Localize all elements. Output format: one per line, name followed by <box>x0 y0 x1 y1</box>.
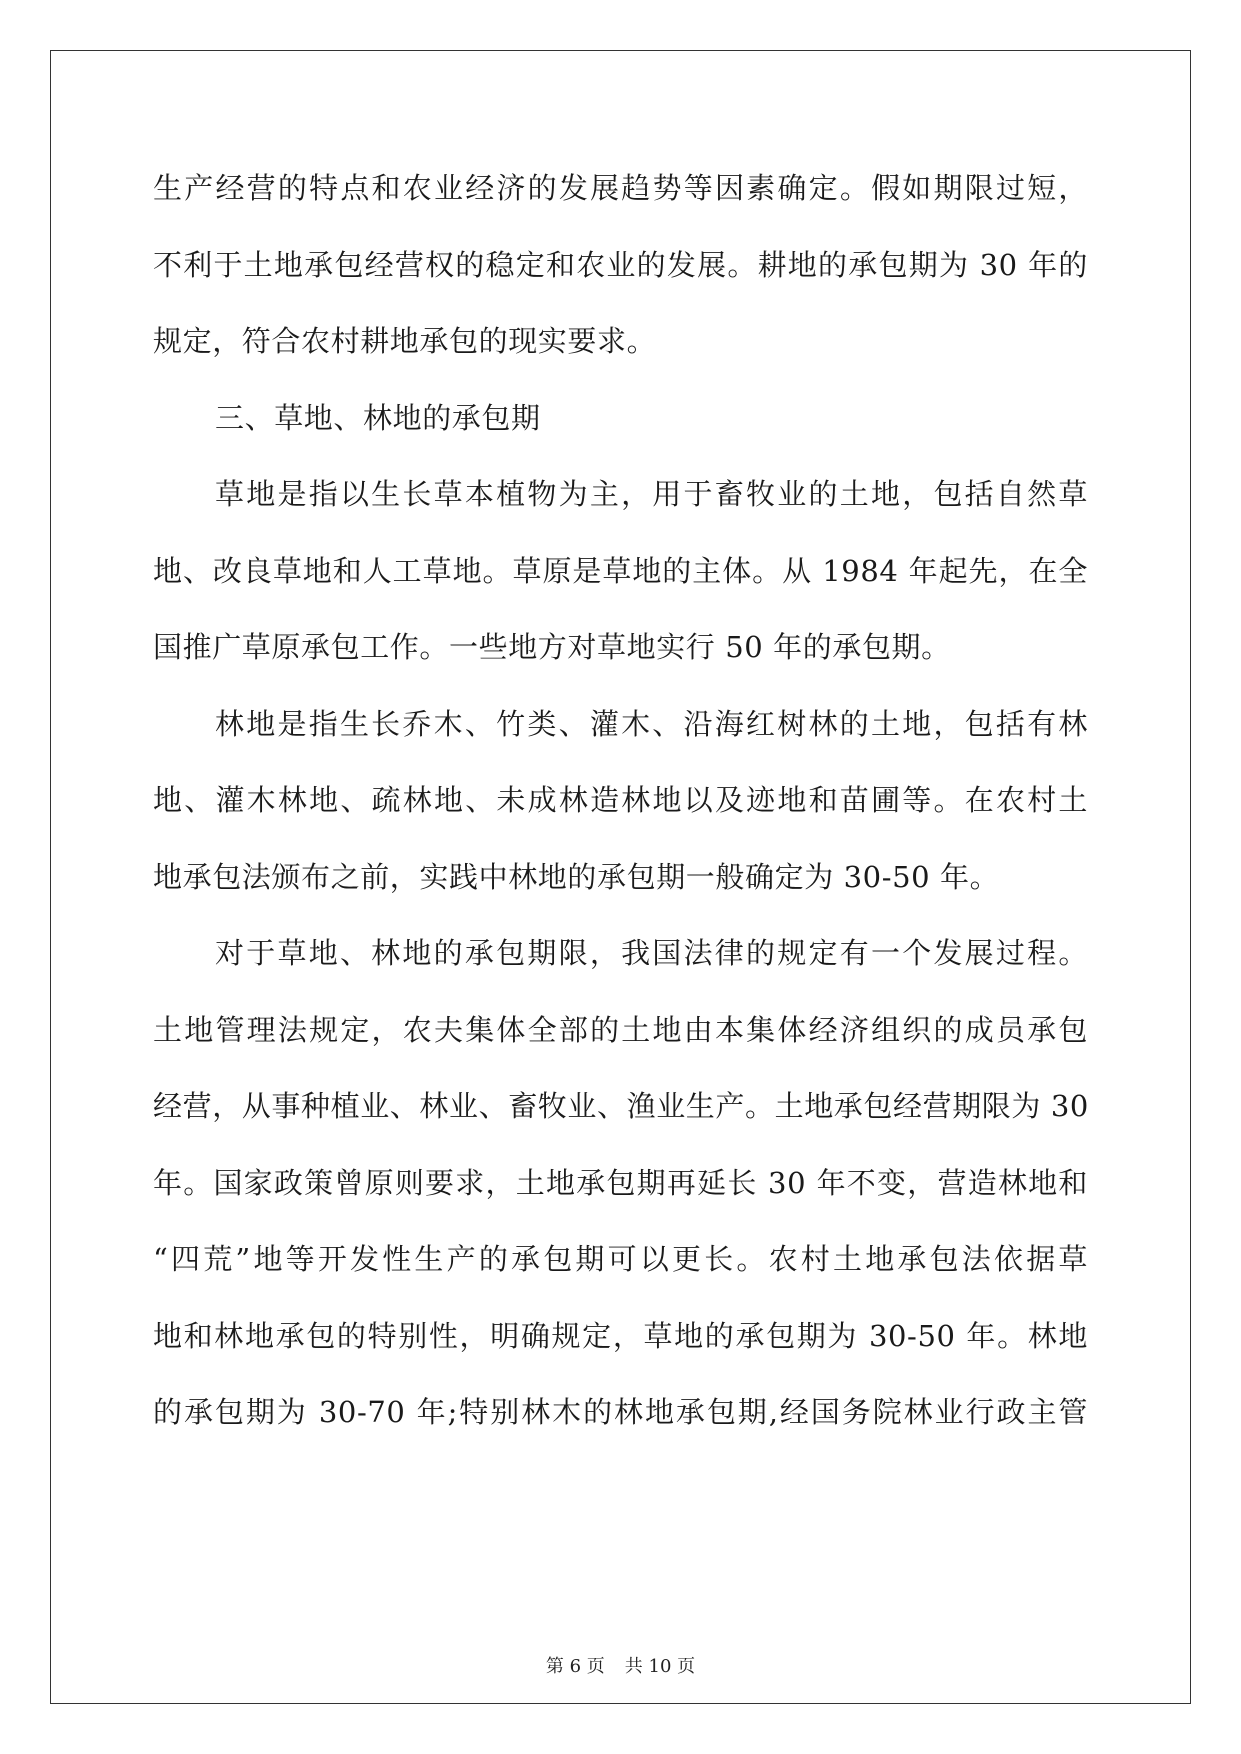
text-line: “四荒”地等开发性生产的承包期可以更长。农村土地承包法依据草 <box>153 1242 1088 1276</box>
text-line: 地、灌木林地、疏林地、未成林造林地以及迹地和苗圃等。在农村土 <box>153 783 1088 817</box>
text-line: 年。国家政策曾原则要求，土地承包期再延长 30 年不变，营造林地和 <box>153 1165 1088 1200</box>
text-line: 对于草地、林地的承包期限，我国法律的规定有一个发展过程。 <box>215 936 1088 970</box>
text-line: 地和林地承包的特别性，明确规定，草地的承包期为 30-50 年。林地 <box>153 1318 1088 1353</box>
text-line: 的承包期为 30-70 年;特别林木的林地承包期,经国务院林业行政主管 <box>153 1395 1088 1429</box>
text-line: 不利于土地承包经营权的稳定和农业的发展。耕地的承包期为 30 年的 <box>153 247 1088 282</box>
text-line: 三、草地、林地的承包期 <box>215 400 541 435</box>
text-line: 地、改良草地和人工草地。草原是草地的主体。从 1984 年起先，在全 <box>153 553 1088 588</box>
document-body <box>153 150 1088 1451</box>
text-line: 生产经营的特点和农业经济的发展趋势等因素确定。假如期限过短， <box>153 171 1088 205</box>
page-total: 共 10 页 <box>624 1656 696 1677</box>
text-line: 规定，符合农村耕地承包的现实要求。 <box>153 324 657 358</box>
text-line: 经营，从事种植业、林业、畜牧业、渔业生产。土地承包经营期限为 30 <box>153 1089 1089 1123</box>
page-footer <box>0 1652 1241 1678</box>
text-line: 草地是指以生长草本植物为主，用于畜牧业的土地，包括自然草 <box>215 477 1088 511</box>
text-line: 林地是指生长乔木、竹类、灌木、沿海红树林的土地，包括有林 <box>215 706 1088 741</box>
text-line: 地承包法颁布之前，实践中林地的承包期一般确定为 30-50 年。 <box>153 859 1000 894</box>
text-line: 国推广草原承包工作。一些地方对草地实行 50 年的承包期。 <box>153 630 951 664</box>
page-number: 第 6 页 <box>545 1656 605 1677</box>
text-line: 土地管理法规定，农夫集体全部的土地由本集体经济组织的成员承包 <box>153 1012 1088 1047</box>
